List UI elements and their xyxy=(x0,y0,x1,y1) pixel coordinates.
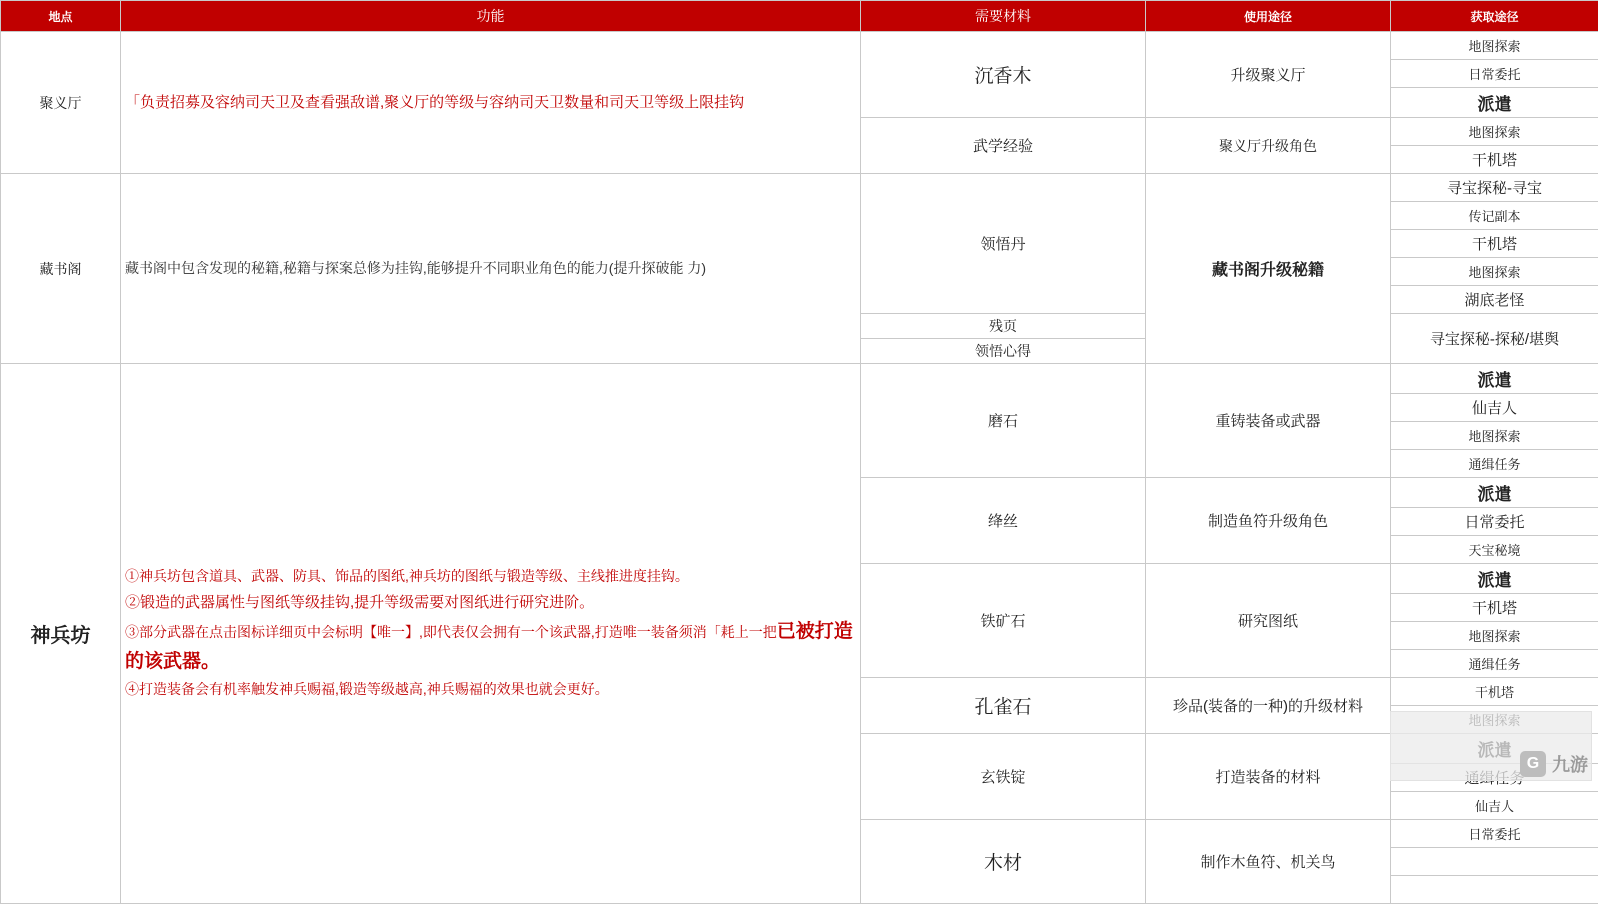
cell-source xyxy=(1391,478,1598,508)
material-name: 木材 xyxy=(984,853,1022,874)
cell-usage xyxy=(1146,678,1391,734)
source-text: 地图探索 xyxy=(1468,39,1520,54)
source-text: 通缉任务 xyxy=(1468,457,1520,472)
cell-material xyxy=(861,564,1146,678)
cell-source xyxy=(1391,258,1598,286)
material-name: 领悟心得 xyxy=(975,343,1031,359)
cell-source xyxy=(1391,174,1598,202)
cell-source xyxy=(1391,230,1598,258)
usage-text: 制造鱼符升级角色 xyxy=(1208,513,1328,530)
watermark-logo-icon: G xyxy=(1520,751,1546,777)
cell-usage xyxy=(1146,564,1391,678)
cell-place: 聚义厅 xyxy=(1,32,121,174)
cell-source xyxy=(1391,622,1598,650)
cell-material xyxy=(861,314,1146,339)
source-text: 地图探索 xyxy=(1468,629,1520,644)
cell-place: 神兵坊 xyxy=(1,364,121,904)
watermark-brand-label: 九游 xyxy=(1552,751,1588,777)
usage-text: 重铸装备或武器 xyxy=(1215,413,1320,430)
source-text: 仙吉人 xyxy=(1475,799,1514,814)
source-text: 干机塔 xyxy=(1472,236,1517,253)
cell-source xyxy=(1391,422,1598,450)
source-text: 派遣 xyxy=(1478,485,1512,504)
source-text: 干机塔 xyxy=(1475,685,1514,700)
usage-text: 制作木鱼符、机关鸟 xyxy=(1200,854,1335,871)
source-text: 地图探索 xyxy=(1468,265,1520,280)
material-name: 武学经验 xyxy=(973,138,1033,155)
cell-material xyxy=(861,678,1146,734)
source-text: 日常委托 xyxy=(1464,514,1524,531)
column-header-usage: 使用途径 xyxy=(1146,1,1391,32)
cell-place: 藏书阁 xyxy=(1,174,121,364)
cell-usage xyxy=(1146,32,1391,118)
function-line-3-text: ③部分武器在点击图标详细页中会标明【唯一】,即代表仅会拥有一个该武器,打造唯一装备须消「耗上一把 xyxy=(125,624,777,640)
source-text: 湖底老怪 xyxy=(1464,292,1524,309)
cell-material xyxy=(861,820,1146,904)
function-text: 藏书阁中包含发现的秘籍,秘籍与探案总修为挂钩,能够提升不同职业角色的能力(提升探破能 力) xyxy=(125,260,706,276)
cell-source xyxy=(1391,314,1598,364)
cell-source xyxy=(1391,876,1598,904)
column-header-acquisition: 获取途径 xyxy=(1391,1,1598,32)
cell-usage xyxy=(1146,174,1391,364)
cell-source xyxy=(1391,650,1598,678)
cell-source xyxy=(1391,88,1598,118)
source-text: 通缉任务 xyxy=(1468,657,1520,672)
cell-material xyxy=(861,734,1146,820)
source-text: 仙吉人 xyxy=(1472,400,1517,417)
cell-source xyxy=(1391,146,1598,174)
cell-material xyxy=(861,32,1146,118)
source-text: 传记副本 xyxy=(1468,209,1520,224)
function-text-block xyxy=(125,566,856,701)
site-watermark xyxy=(1520,751,1588,777)
source-text: 地图探索 xyxy=(1468,125,1520,140)
function-line-4: ④打造装备会有机率触发神兵赐福,锻造等级越高,神兵赐福的效果也就会更好。 xyxy=(125,679,856,701)
cell-material xyxy=(861,478,1146,564)
source-text: 天宝秘境 xyxy=(1468,543,1520,558)
usage-text: 升级聚义厅 xyxy=(1230,67,1305,84)
source-text: 派遣 xyxy=(1478,95,1512,114)
column-header-function: 功能 xyxy=(121,1,861,32)
cell-usage xyxy=(1146,364,1391,478)
source-text: 干机塔 xyxy=(1472,600,1517,617)
cell-source xyxy=(1391,792,1598,820)
source-text: 日常委托 xyxy=(1468,67,1520,82)
cell-source xyxy=(1391,118,1598,146)
material-name: 领悟丹 xyxy=(980,236,1025,253)
function-line-3 xyxy=(125,617,856,676)
cell-source xyxy=(1391,678,1598,706)
material-name: 绛丝 xyxy=(988,513,1018,530)
function-line-2: ②锻造的武器属性与图纸等级挂钩,提升等级需要对图纸进行研究进阶。 xyxy=(125,591,856,614)
cell-source xyxy=(1391,286,1598,314)
source-text: 地图探索 xyxy=(1468,429,1520,444)
table-header xyxy=(1,1,1598,32)
cell-material xyxy=(861,339,1146,364)
material-name: 孔雀石 xyxy=(974,697,1031,718)
usage-text: 打造装备的材料 xyxy=(1215,769,1320,786)
cell-material xyxy=(861,118,1146,174)
function-text: 「负责招募及容纳司天卫及查看强敌谱,聚义厅的等级与容纳司天卫数量和司天卫等级上限挂钩 xyxy=(125,94,744,111)
usage-text: 聚义厅升级角色 xyxy=(1219,138,1317,154)
source-text: 日常委托 xyxy=(1468,827,1520,842)
function-line-1: ①神兵坊包含道具、武器、防具、饰品的图纸,神兵坊的图纸与锻造等级、主线推进度挂钩。 xyxy=(125,566,856,588)
cell-source xyxy=(1391,820,1598,848)
cell-source xyxy=(1391,536,1598,564)
cell-usage xyxy=(1146,118,1391,174)
usage-text: 研究图纸 xyxy=(1238,613,1298,630)
header-row xyxy=(1,1,1598,32)
cell-source xyxy=(1391,364,1598,394)
usage-text: 珍品(装备的一种)的升级材料 xyxy=(1173,698,1363,715)
source-text: 派遣 xyxy=(1478,371,1512,390)
material-name: 玄铁锭 xyxy=(980,769,1025,786)
cell-usage xyxy=(1146,478,1391,564)
source-text: 干机塔 xyxy=(1472,152,1517,169)
cell-source xyxy=(1391,450,1598,478)
table-row xyxy=(1,364,1598,394)
cell-function xyxy=(121,32,861,174)
material-name: 残页 xyxy=(989,318,1017,334)
cell-usage xyxy=(1146,820,1391,904)
column-header-materials: 需要材料 xyxy=(861,1,1146,32)
material-name: 铁矿石 xyxy=(980,613,1025,630)
usage-text: 藏书阁升级秘籍 xyxy=(1212,262,1324,279)
function-line-3-emphasis: 已被打造的该武器。 xyxy=(125,621,853,671)
cell-function xyxy=(121,174,861,364)
cell-source xyxy=(1391,202,1598,230)
cell-source xyxy=(1391,594,1598,622)
cell-source xyxy=(1391,32,1598,60)
column-header-place: 地点 xyxy=(1,1,121,32)
source-text: 派遣 xyxy=(1478,571,1512,590)
cell-material xyxy=(861,174,1146,314)
table-body xyxy=(1,32,1598,904)
table-row xyxy=(1,32,1598,60)
cell-function xyxy=(121,364,861,904)
source-text: 寻宝探秘-寻宝 xyxy=(1447,180,1542,197)
cell-source xyxy=(1391,508,1598,536)
source-text: 寻宝探秘-探秘/堪舆 xyxy=(1430,331,1559,348)
table-row xyxy=(1,174,1598,202)
cell-source xyxy=(1391,564,1598,594)
cell-source xyxy=(1391,60,1598,88)
cell-material xyxy=(861,364,1146,478)
cell-source xyxy=(1391,394,1598,422)
cell-source xyxy=(1391,848,1598,876)
material-name: 磨石 xyxy=(988,413,1018,430)
material-name: 沉香木 xyxy=(974,66,1031,87)
cell-usage xyxy=(1146,734,1391,820)
